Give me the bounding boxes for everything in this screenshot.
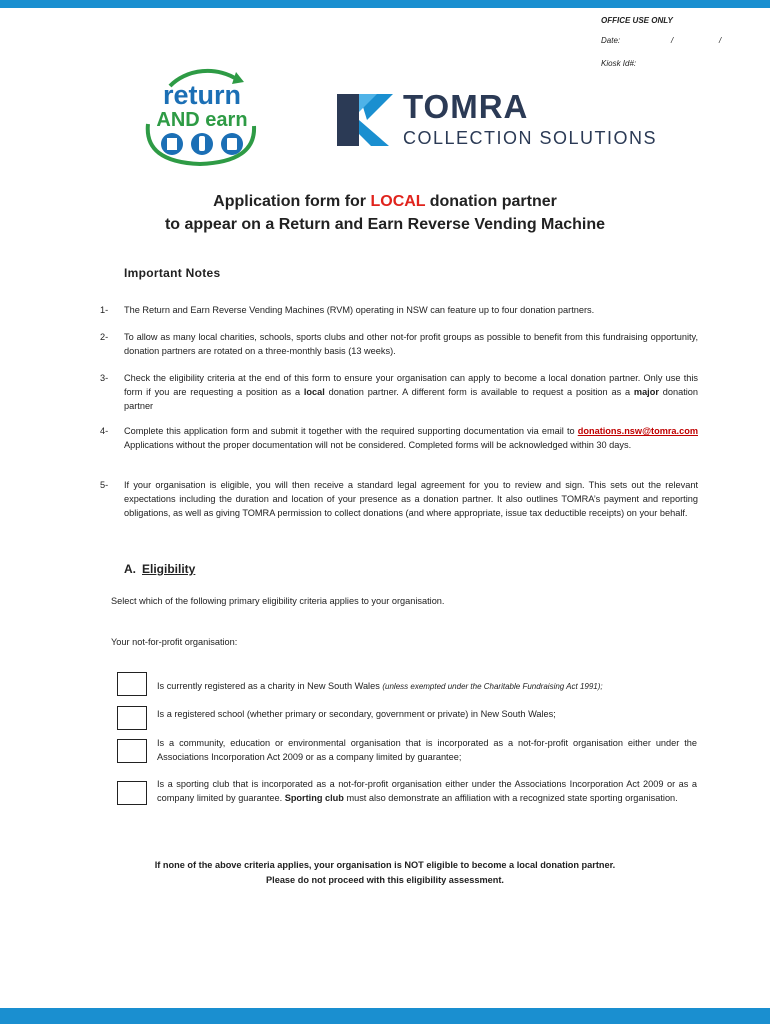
warning-line-1: If none of the above criteria applies, your organisation is NOT eligible to become a local donation partner.	[154, 860, 616, 870]
section-a-letter: A.	[124, 562, 136, 576]
rae-logo-line2: AND earn	[156, 109, 248, 131]
section-a-heading	[124, 562, 195, 576]
important-notes-title: Important Notes	[124, 266, 221, 280]
note-number: 2-	[100, 332, 109, 342]
note-number: 1-	[100, 305, 109, 315]
note-number: 5-	[100, 480, 109, 490]
office-date-sep-1: /	[671, 36, 674, 45]
criteria-text-part: Is a sporting club that is incorporated as a not-for-profit organisation either under the Associations Incorporation Act 2009 or as a company limited by guarantee.	[157, 779, 697, 803]
bottom-accent-bar	[0, 1008, 770, 1024]
rae-logo-line1: return	[162, 80, 242, 110]
note-text: The Return and Earn Reverse Vending Machines (RVM) operating in NSW can feature up to four donation partners.	[124, 305, 595, 315]
criteria-bold-sporting-club: Sporting club	[284, 793, 344, 803]
office-date-label: Date:	[601, 36, 621, 45]
note-bold-major: major	[633, 387, 659, 397]
office-kiosk-label: Kiosk Id#:	[601, 59, 637, 68]
note-number: 3-	[100, 373, 109, 383]
note-text: If your organisation is eligible, you will then receive a standard legal agreement for you to review and sign. This sets out the relevant expectations including the duration and location of your presence as a donation partner. It also outlines TOMRA’s payment and reporting obligations, as well as giving TOMRA permission to collect donations (and where appropriate, issue tax deductible receipts) on your behalf.	[124, 480, 698, 518]
tomra-logo-subtitle: COLLECTION SOLUTIONS	[403, 128, 657, 148]
top-accent-bar	[0, 0, 770, 8]
eligibility-intro: Select which of the following primary eligibility criteria applies to your organisation.	[111, 596, 445, 606]
eligibility-warning	[0, 858, 770, 888]
section-a-title: Eligibility	[142, 562, 196, 576]
donations-email-link[interactable]: donations.nsw@tomra.com	[577, 426, 698, 436]
note-text: To allow as many local charities, schools, sports clubs and other not-for profit groups as possible to benefit from this fundraising opportunity, donation partners are rotated on a three-monthly basis (13 weeks).	[124, 332, 698, 356]
return-and-earn-logo	[140, 64, 264, 168]
criteria-italic-note: (unless exempted under the Charitable Fundraising Act 1991);	[382, 682, 603, 691]
note-number: 4-	[100, 426, 109, 436]
warning-line-2: Please do not proceed with this eligibility assessment.	[266, 875, 504, 885]
heading-line-2: to appear on a Return and Earn Reverse Vending Machine	[164, 216, 606, 233]
note-text	[124, 424, 698, 452]
tomra-logo-name: TOMRA	[403, 90, 529, 125]
office-use-title: OFFICE USE ONLY	[601, 16, 673, 25]
note-text	[124, 371, 698, 413]
criteria-charity-text	[157, 679, 697, 694]
heading-line1-pre: Application form for	[213, 193, 371, 210]
criteria-community-checkbox[interactable]	[117, 739, 147, 763]
heading-line-1	[0, 190, 770, 213]
form-heading	[0, 190, 770, 236]
criteria-school-text: Is a registered school (whether primary or secondary, government or private) in New South Wales;	[157, 709, 556, 719]
criteria-sporting-text	[157, 777, 697, 805]
note-text-part: donation partner. A different form is available to request a position as a	[324, 387, 634, 397]
note-text-part: Applications without the proper documentation will not be considered. Completed forms will be acknowledged within 30 days.	[124, 440, 632, 450]
criteria-sporting-checkbox[interactable]	[117, 781, 147, 805]
note-text-part: Complete this application form and submit it together with the required supporting documentation via email to	[124, 426, 578, 436]
note-text-part: donation partner	[124, 387, 699, 411]
note-text-part: Check the eligibility criteria at the end of this form to ensure your organisation can apply to become a local donation partner. Only use this form if you are requesting a position as a	[124, 373, 698, 397]
heading-line1-post: donation partner	[425, 193, 557, 210]
office-date-sep-2: /	[719, 36, 722, 45]
eligibility-subintro: Your not-for-profit organisation:	[111, 637, 238, 647]
criteria-community-text: Is a community, education or environmental organisation that is incorporated as a not-for-profit organisation either under the Associations Incorporation Act 2009 or as a company limited by guarantee;	[157, 738, 697, 762]
criteria-text-part: must also demonstrate an affiliation with a recognized state sporting organisation.	[343, 793, 678, 803]
tomra-logo	[337, 90, 657, 150]
note-bold-local: local	[303, 387, 325, 397]
criteria-charity-checkbox[interactable]	[117, 672, 147, 696]
criteria-school-checkbox[interactable]	[117, 706, 147, 730]
criteria-text-part: Is currently registered as a charity in New South Wales	[157, 681, 383, 691]
heading-local-word: LOCAL	[370, 193, 426, 210]
